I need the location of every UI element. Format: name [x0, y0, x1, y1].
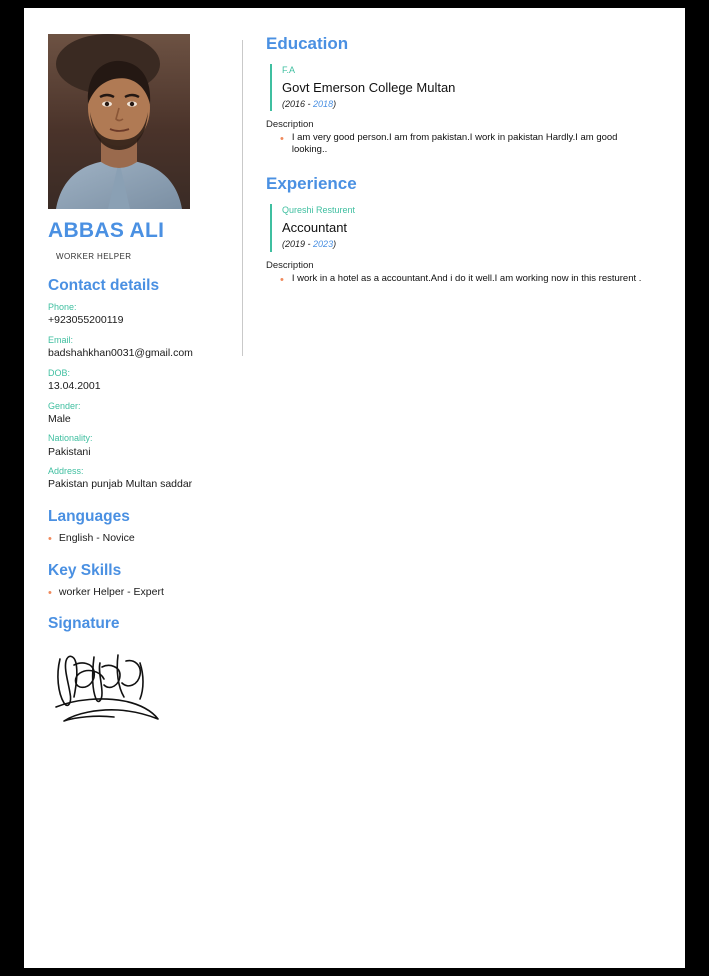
list-item — [48, 532, 242, 546]
experience-date-start: (2019 - — [282, 239, 311, 250]
resume-body — [24, 8, 685, 968]
experience-company: Qureshi Resturent — [282, 205, 356, 216]
dob-label: DOB: — [48, 367, 71, 378]
experience-description-label: Description — [266, 259, 314, 271]
education-date-close: ) — [333, 99, 337, 109]
bullet-icon: • — [280, 133, 284, 146]
education-date-start: (2016 - — [282, 99, 311, 109]
contact-field-phone — [48, 301, 242, 328]
language-item-label: English - Novice — [58, 532, 135, 545]
education-entry — [270, 64, 671, 111]
job-title: WORKER HELPER — [56, 252, 132, 262]
signature-icon — [48, 641, 168, 736]
education-date-end: 2018 — [313, 99, 334, 109]
nationality-value: Pakistani — [48, 445, 91, 458]
experience-date-end: 2023 — [313, 239, 334, 250]
gender-label: Gender: — [48, 400, 81, 411]
experience-heading: Experience — [266, 174, 357, 194]
gender-value: Male — [48, 412, 71, 425]
signature-heading: Signature — [48, 615, 120, 633]
contact-field-email — [48, 334, 242, 361]
nationality-label: Nationality: — [48, 433, 93, 444]
page-title: ABBAS ALI — [48, 219, 165, 242]
address-value: Pakistan punjab Multan saddar — [48, 478, 193, 491]
education-description-text: I am very good person.I am from pakistan.I work in pakistan Hardly.I am good looking.. — [291, 132, 618, 156]
resume-page — [24, 8, 685, 968]
phone-value: +923055200119 — [48, 314, 124, 327]
contact-field-nationality — [48, 432, 242, 459]
education-degree: F.A — [282, 65, 296, 75]
education-description-label: Description — [266, 119, 314, 131]
left-column — [24, 34, 242, 968]
experience-description-text: I work in a hotel as a accountant.And i do it well.I am working now in this resturent . — [291, 272, 642, 284]
experience-description — [266, 273, 671, 286]
education-institution: Govt Emerson College Multan — [282, 79, 456, 95]
skill-item-label: worker Helper - Expert — [58, 585, 164, 598]
education-description — [266, 132, 671, 156]
education-heading: Education — [266, 34, 349, 53]
phone-label: Phone: — [48, 302, 77, 313]
education-dates — [282, 97, 671, 111]
section-spacer — [266, 156, 671, 174]
contact-field-address — [48, 465, 242, 492]
right-column — [242, 34, 685, 968]
experience-entry — [270, 204, 671, 251]
column-divider — [242, 40, 243, 356]
experience-role: Accountant — [282, 219, 348, 235]
experience-date-close: ) — [333, 239, 337, 250]
signature-image — [48, 641, 168, 736]
experience-dates — [282, 237, 671, 251]
bullet-icon: • — [48, 586, 52, 599]
profile-photo-icon — [48, 34, 190, 209]
bullet-icon: • — [280, 273, 284, 286]
email-value: badshahkhan0031@gmail.com — [48, 347, 193, 360]
key-skills-heading: Key Skills — [48, 561, 122, 579]
dob-value: 13.04.2001 — [48, 379, 101, 392]
contact-field-gender — [48, 400, 242, 427]
contact-field-dob — [48, 367, 242, 394]
contact-details-heading: Contact details — [48, 277, 160, 295]
address-label: Address: — [48, 466, 84, 477]
languages-heading: Languages — [48, 508, 130, 526]
list-item — [48, 586, 242, 600]
avatar — [48, 34, 190, 209]
bullet-icon: • — [48, 533, 52, 546]
email-label: Email: — [48, 334, 74, 345]
